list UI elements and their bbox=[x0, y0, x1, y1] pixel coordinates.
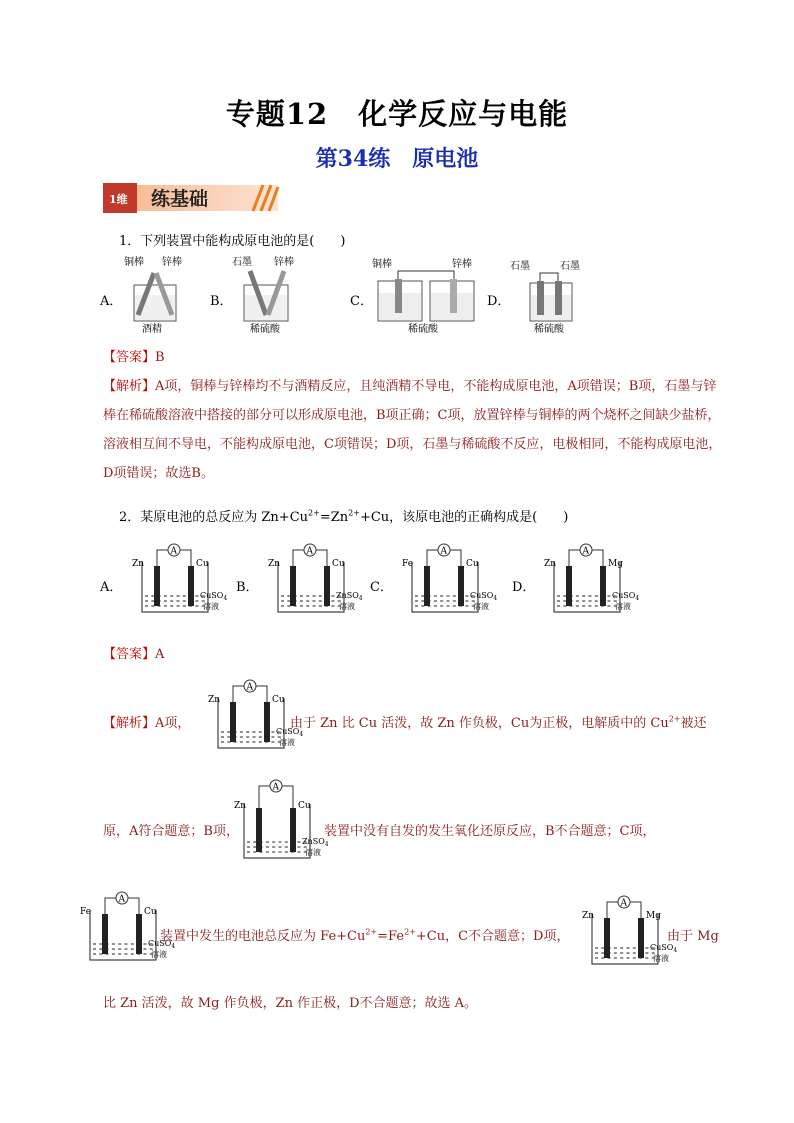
electrode-right-label: Cu bbox=[466, 559, 479, 569]
svg-text:锌棒: 锌棒 bbox=[162, 257, 182, 268]
electrode-right bbox=[188, 566, 194, 606]
q1-option-b-label: B． bbox=[210, 294, 233, 309]
beaker bbox=[554, 562, 620, 612]
solution-formula: CuSO$_4$ bbox=[650, 943, 678, 954]
electrode-left-label: Zn bbox=[268, 559, 281, 569]
solution-formula: CuSO$_4$ bbox=[612, 591, 640, 602]
badge-label: 1维 bbox=[109, 193, 128, 206]
electrode-left-label: Zn bbox=[544, 559, 557, 569]
wire-left bbox=[427, 550, 439, 568]
ammeter-label: A bbox=[170, 546, 177, 557]
q2-analysis-diagram-b bbox=[226, 776, 329, 866]
ammeter-label: A bbox=[582, 546, 589, 557]
q1-option-a-label: A． bbox=[100, 294, 123, 309]
electrode-right bbox=[638, 918, 644, 958]
wire-left bbox=[259, 786, 271, 810]
solution-label: 溶液 bbox=[473, 602, 489, 611]
svg-text:铜棒: 铜棒 bbox=[124, 257, 144, 268]
solution-formula: ZnSO$_4$ bbox=[336, 591, 363, 602]
q2-diagram-d bbox=[536, 540, 640, 620]
page-subtitle: 第34练 原电池 bbox=[315, 146, 479, 172]
svg-text:铜棒: 铜棒 bbox=[372, 259, 392, 270]
ammeter-label: A bbox=[272, 782, 279, 793]
q2-option-b-label: B． bbox=[236, 580, 259, 595]
solution-label: 溶液 bbox=[305, 848, 321, 857]
solution-label: 溶液 bbox=[653, 954, 669, 963]
q2-analysis-b-intro: 原，A符合题意；B项， bbox=[103, 824, 239, 839]
wire-right bbox=[449, 550, 461, 568]
cell-svg bbox=[574, 892, 678, 974]
electrode-left bbox=[566, 566, 572, 606]
electrode-left bbox=[604, 918, 610, 958]
banner-label: 练基础 bbox=[151, 188, 209, 210]
q2-option-d-label: D． bbox=[512, 580, 536, 595]
wire-right bbox=[179, 550, 191, 568]
beaker bbox=[412, 562, 478, 612]
svg-text:石墨: 石墨 bbox=[510, 261, 530, 272]
beaker bbox=[244, 804, 310, 858]
electrode-right-label: Cu bbox=[196, 559, 209, 569]
q2-analysis-a-text: 由于 Zn 比 Cu 活泼，故 Zn 作负极，Cu为正极，电解质中的 $Cu^{2+}$被还 bbox=[290, 714, 707, 731]
q2-diagram-c bbox=[394, 540, 498, 620]
electrode-right bbox=[458, 566, 464, 606]
electrode-right bbox=[600, 566, 606, 606]
cell-svg bbox=[124, 540, 228, 622]
q2-analysis-diagram-d bbox=[574, 892, 678, 977]
q1-answer: 【答案】B bbox=[103, 350, 165, 365]
solution-formula: ZnSO$_4$ bbox=[302, 837, 329, 848]
q1-diagram-d bbox=[508, 255, 588, 335]
wire-left bbox=[157, 550, 169, 568]
wire-right bbox=[281, 786, 293, 810]
ammeter-label: A bbox=[246, 682, 253, 693]
section-banner bbox=[103, 183, 278, 213]
electrode-left bbox=[290, 566, 296, 606]
electrode-left bbox=[256, 808, 262, 852]
solution-label: 溶液 bbox=[279, 738, 295, 747]
solution-subscript: 4 bbox=[223, 595, 228, 602]
electrode-right bbox=[290, 808, 296, 852]
svg-text:石墨: 石墨 bbox=[560, 261, 580, 272]
beaker bbox=[218, 698, 284, 748]
svg-text:锌棒: 锌棒 bbox=[274, 257, 294, 268]
solution-subscript: 4 bbox=[171, 943, 176, 950]
q2-diagram-a bbox=[124, 540, 228, 620]
electrode-left bbox=[154, 566, 160, 606]
q2-analysis-diagram-c bbox=[72, 888, 176, 973]
beaker bbox=[278, 562, 344, 612]
solution-formula: CuSO$_4$ bbox=[470, 591, 498, 602]
wire-right bbox=[255, 686, 267, 704]
cell-svg bbox=[200, 676, 304, 758]
electrode-left bbox=[424, 566, 430, 606]
ammeter-label: A bbox=[118, 894, 125, 905]
electrode-left-label: Fe bbox=[80, 907, 92, 917]
electrode-left-label: Zn bbox=[582, 911, 595, 921]
cell-svg bbox=[394, 540, 498, 622]
electrode-right bbox=[324, 566, 330, 606]
solution-subscript: 4 bbox=[635, 595, 640, 602]
solution-label: 溶液 bbox=[151, 950, 167, 959]
solution-label: 溶液 bbox=[615, 602, 631, 611]
q1-stem: 1．下列装置中能构成原电池的是( ) bbox=[119, 234, 346, 249]
wire-right bbox=[315, 550, 327, 568]
ammeter-label: A bbox=[440, 546, 447, 557]
electrode-right-label: Mg bbox=[646, 911, 661, 921]
electrode-left-label: Zn bbox=[132, 559, 145, 569]
q2-option-a-label: A． bbox=[100, 580, 123, 595]
q1-analysis: 【解析】A项，铜棒与锌棒均不与酒精反应，且纯酒精不导电，不能构成原电池，A项错误；B项，石墨与锌棒在稀硫酸溶液中搭接的部分可以形成原电池，B项正确；C项，放置锌棒与铜棒的两个烧杯之间缺少盐桥，溶液相互间不导电，不能构成原电池，C项错误；D项，石墨与稀硫酸不反应，电极相同，不能构成原电池，D项错误；故选B。 bbox=[103, 379, 722, 481]
solution-label: 溶液 bbox=[203, 602, 219, 611]
svg-text:酒精: 酒精 bbox=[142, 324, 162, 335]
q2-analysis-b-text: 装置中没有自发的发生氧化还原反应，B不合题意；C项， bbox=[324, 824, 656, 839]
solution-formula: CuSO$_4$ bbox=[148, 939, 176, 950]
wire-left bbox=[105, 898, 117, 916]
q1-diagram-c bbox=[372, 255, 487, 335]
wire-left bbox=[233, 686, 245, 704]
wire-right bbox=[127, 898, 139, 916]
beaker bbox=[90, 910, 156, 960]
electrode-left bbox=[230, 702, 236, 742]
beaker bbox=[142, 562, 208, 612]
q2-analysis-d-text: 由于 Mg bbox=[667, 929, 719, 944]
q2-option-c-label: C． bbox=[370, 580, 393, 595]
q2-diagram-b bbox=[260, 540, 363, 620]
svg-text:锌棒: 锌棒 bbox=[452, 259, 472, 270]
cell-svg bbox=[536, 540, 640, 622]
cell-svg bbox=[226, 776, 329, 868]
electrode-left-label: Zn bbox=[234, 801, 247, 811]
solution-label: 溶液 bbox=[339, 602, 355, 611]
wire-left bbox=[293, 550, 305, 568]
electrode-left-label: Zn bbox=[208, 695, 221, 705]
q2-stem: 2．某原电池的总反应为 $Zn+Cu^{2+}=Zn^{2+}+Cu$，该原电池的正确构成是( ) bbox=[119, 508, 569, 525]
svg-text:稀硫酸: 稀硫酸 bbox=[408, 324, 438, 335]
q1-diagram-b bbox=[230, 255, 305, 335]
ammeter-label: A bbox=[620, 898, 627, 909]
solution-subscript: 4 bbox=[493, 595, 498, 602]
electrode-left-label: Fe bbox=[402, 559, 414, 569]
cell-svg bbox=[260, 540, 363, 622]
electrode-right-label: Mg bbox=[608, 559, 623, 569]
q2-analysis-c-text: 装置中发生的电池总反应为 $Fe+Cu^{2+}=Fe^{2+}+Cu$，C不合题意；D项， bbox=[160, 927, 570, 944]
q1-diagram-a bbox=[122, 255, 192, 335]
solution-formula: CuSO$_4$ bbox=[276, 727, 304, 738]
wire-left bbox=[607, 902, 619, 920]
beaker bbox=[592, 914, 658, 964]
svg-text:石墨: 石墨 bbox=[232, 257, 252, 268]
q2-analysis-diagram-a bbox=[200, 676, 304, 756]
solution-subscript: 4 bbox=[673, 947, 678, 954]
electrode-right bbox=[136, 914, 142, 954]
electrode-right-label: Cu bbox=[144, 907, 157, 917]
electrode-right-label: Cu bbox=[332, 559, 345, 569]
wire-left bbox=[569, 550, 581, 568]
q1-option-d-label: D． bbox=[487, 294, 511, 309]
cell-svg bbox=[72, 888, 176, 970]
electrode-right bbox=[264, 702, 270, 742]
q2-analysis-final: 比 Zn 活泼，故 Mg 作负极，Zn 作正极，D不合题意；故选 A。 bbox=[103, 996, 478, 1011]
solution-subscript: 4 bbox=[358, 595, 363, 602]
svg-text:稀硫酸: 稀硫酸 bbox=[534, 324, 564, 335]
electrode-left bbox=[102, 914, 108, 954]
q2-answer: 【答案】A bbox=[103, 647, 165, 662]
electrode-right-label: Cu bbox=[298, 801, 311, 811]
page-title: 专题12 化学反应与电能 bbox=[225, 97, 569, 131]
q2-analysis-a-item: 【解析】A项， bbox=[103, 716, 191, 731]
svg-text:稀硫酸: 稀硫酸 bbox=[250, 324, 280, 335]
ammeter-label: A bbox=[306, 546, 313, 557]
wire-right bbox=[629, 902, 641, 920]
q1-option-c-label: C． bbox=[350, 294, 373, 309]
solution-subscript: 4 bbox=[324, 841, 329, 848]
electrode-right-label: Cu bbox=[272, 695, 285, 705]
solution-formula: CuSO$_4$ bbox=[200, 591, 228, 602]
wire-right bbox=[591, 550, 603, 568]
solution-subscript: 4 bbox=[299, 731, 304, 738]
